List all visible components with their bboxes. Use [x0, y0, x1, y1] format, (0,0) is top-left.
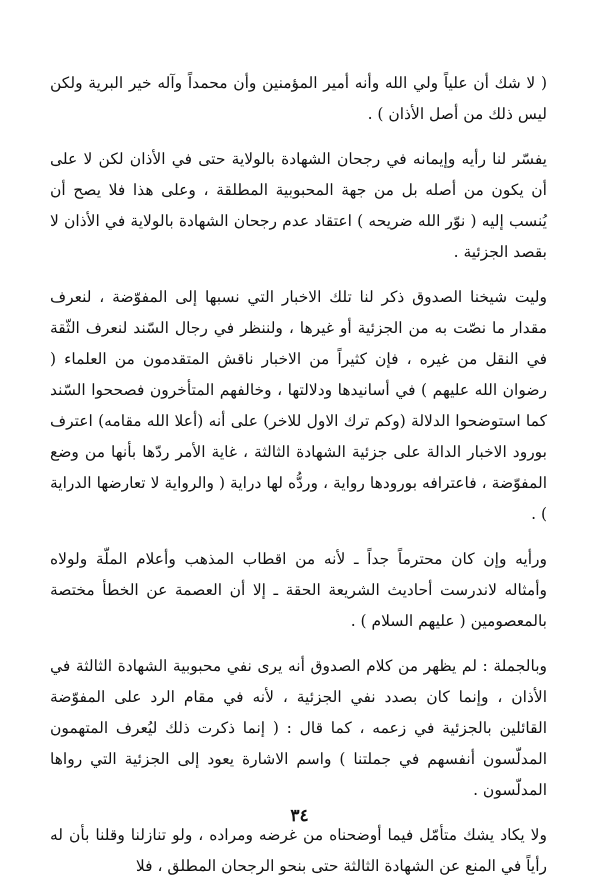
- paragraph-2: يفسّر لنا رأيه وإيمانه في رجحان الشهادة بالولاية حتى في الأذان لكن لا على أن يكون من أصله بل من جهة المحبوبية المطلقة ، وعلى هذا فلا يصح أن يُنسب إليه ( نوّر الله ضريحه ) اعتقاد عدم رجحان الشهادة بالولاية في الأذان لا بقصد الجزئية .: [50, 150, 547, 261]
- page-number: ٣٤: [290, 806, 309, 826]
- paragraph-5: وبالجملة : لم يظهر من كلام الصدوق أنه يرى نفي محبوبية الشهادة الثالثة في الأذان ، وإنما كان بصدد نفي الجزئية ، لأنه في مقام الرد على المفوّضة القائلين بالجزئية في زعمه ، كما قال : ( إنما ذكرت ذلك ليُعرف المتهمون المدلّسون أنفسهم في جملتنا ) واسم الاشارة يعود إلى الجزئية التي رواها المدلّسون .: [50, 657, 547, 799]
- paragraph-3: وليت شيخنا الصدوق ذكر لنا تلك الاخبار التي نسبها إلى المفوّضة ، لنعرف مقدار ما نصّت به من الجزئية أو غيرها ، ولننظر في رجال السّند لنعرف الثّقة في النقل من غيره ، فإن كثيراً من الاخبار ناقش المتقدمون من العلماء ( رضوان الله عليهم ) في أسانيدها ودلالتها ، وخالفهم المتأخرون فصححوا السّند كما استوضحوا الدلالة (وكم ترك الاول للاخر) على أنه (أعلا الله مقامه) اعترف بورود الاخبار الدالة على جزئية الشهادة الثالثة ، غاية الأمر ردّها بأنها من وضع المفوّضة ، فاعترافه بورودها رواية ، وردُّه لها دراية ( والرواية لا تعارضها الدراية ) .: [50, 288, 547, 523]
- paragraph-6: ولا يكاد يشك متأمّل فيما أوضحناه من غرضه ومراده ، ولو تنازلنا وقلنا بأن له رأياً في المنع عن الشهادة الثالثة حتى بنحو الرجحان المطلق ، فلا: [50, 826, 547, 875]
- paragraph-4: ورأيه وإن كان محترماً جداً ـ لأنه من اقطاب المذهب وأعلام الملّة ولولاه وأمثاله لاندرست أحاديث الشريعة الحقة ـ إلا أن العصمة عن الخطأ مختصة بالمعصومين ( عليهم السلام ) .: [50, 550, 547, 630]
- paragraph-1: ( لا شك أن علياً ولي الله وأنه أمير المؤمنين وأن محمداً وآله خير البرية ولكن ليس ذلك من أصل الأذان ) .: [50, 74, 547, 123]
